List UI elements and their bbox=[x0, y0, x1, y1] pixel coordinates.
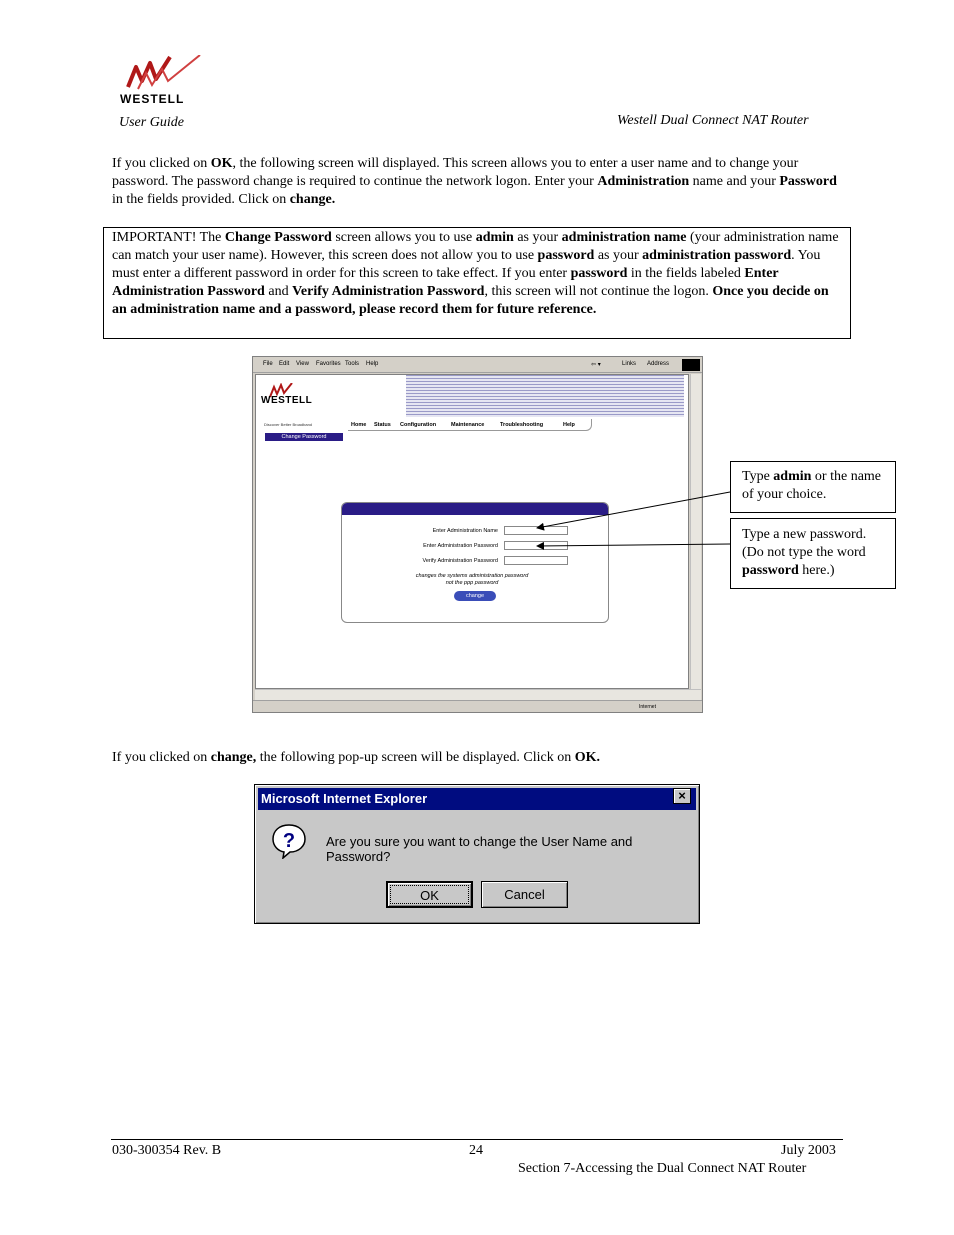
dialog-title: Microsoft Internet Explorer bbox=[258, 788, 696, 810]
admin-name-label: Enter Administration Name bbox=[432, 528, 498, 534]
nav-status[interactable]: Status bbox=[374, 422, 391, 428]
menu-edit[interactable]: Edit bbox=[279, 361, 290, 367]
browser-screenshot bbox=[252, 356, 703, 713]
header-right: Westell Dual Connect NAT Router bbox=[617, 113, 809, 128]
westell-logo-small-text: WESTELL bbox=[261, 395, 313, 406]
header-stripes bbox=[406, 375, 684, 417]
question-icon bbox=[271, 823, 307, 859]
nav-troubleshooting[interactable]: Troubleshooting bbox=[500, 422, 544, 428]
admin-password-label: Enter Administration Password bbox=[423, 543, 498, 549]
nav-home[interactable]: Home bbox=[351, 422, 367, 428]
callout-admin-name: Type admin or the name of your choice. bbox=[730, 461, 896, 513]
menu-tools[interactable]: Tools bbox=[345, 361, 360, 367]
ok-button[interactable]: OK bbox=[386, 881, 473, 908]
menu-file[interactable]: File bbox=[263, 361, 273, 367]
status-zone: Internet bbox=[639, 704, 656, 710]
admin-password-input[interactable] bbox=[504, 541, 568, 550]
web-page bbox=[255, 374, 689, 689]
back-icon[interactable]: ⇦ ▾ bbox=[591, 362, 601, 368]
confirm-dialog bbox=[254, 784, 700, 924]
page-number: 24 bbox=[469, 1143, 483, 1158]
admin-name-input[interactable] bbox=[504, 526, 568, 535]
form-note: changes the systems administration password not the ppp password bbox=[415, 573, 529, 586]
menu-help[interactable]: Help bbox=[366, 361, 379, 367]
address-label: Address bbox=[647, 361, 670, 367]
browser-menubar bbox=[253, 357, 702, 373]
close-icon[interactable]: × bbox=[673, 788, 691, 804]
menu-favorites[interactable]: Favorites bbox=[316, 361, 341, 367]
horizontal-scrollbar[interactable] bbox=[255, 689, 701, 700]
menu-view[interactable]: View bbox=[296, 361, 309, 367]
section-title: Section 7-Accessing the Dual Connect NAT Router bbox=[518, 1161, 807, 1176]
footer-divider bbox=[111, 1139, 843, 1140]
links-button[interactable]: Links bbox=[622, 361, 637, 367]
important-note-box: IMPORTANT! The Change Password screen allows you to use admin as your administration name (your administration name can match your user name). However, this screen does not allow you to use password as your administration password. You must enter a different password in order for this screen to take effect. If you enter password in the fields labeled Enter Administration Password and Verify Administration Password, this screen will not continue the logon. Once you decide on an administration name and a password, please record them for future reference. bbox=[103, 227, 851, 339]
change-button[interactable]: change bbox=[454, 591, 496, 601]
doc-date: July 2003 bbox=[781, 1143, 836, 1158]
westell-logo-text: WESTELL bbox=[120, 92, 185, 106]
router-nav-bar bbox=[348, 419, 592, 431]
svg-text:?: ? bbox=[282, 830, 296, 852]
change-password-form bbox=[341, 502, 609, 623]
popup-paragraph: If you clicked on change, the following pop-up screen will be displayed. Click on OK. bbox=[112, 750, 600, 765]
tagline: Discover Better Broadband bbox=[264, 422, 313, 427]
nav-maintenance[interactable]: Maintenance bbox=[451, 422, 485, 428]
cancel-button[interactable]: Cancel bbox=[481, 881, 568, 908]
verify-password-label: Verify Administration Password bbox=[422, 558, 498, 564]
intro-paragraph: If you clicked on OK, the following screen will displayed. This screen allows you to enter a user name and to change your password. The password change is required to continue the network logon. Enter your Administration name and your Password in the fields provided. Click on change. bbox=[112, 156, 837, 207]
verify-password-input[interactable] bbox=[504, 556, 568, 565]
browser-statusbar bbox=[253, 700, 702, 713]
callout-password: Type a new password. (Do not type the word password here.) bbox=[730, 518, 896, 589]
nav-configuration[interactable]: Configuration bbox=[400, 422, 437, 428]
nav-help[interactable]: Help bbox=[563, 422, 575, 428]
doc-number: 030-300354 Rev. B bbox=[112, 1143, 222, 1158]
form-header-bar bbox=[342, 503, 608, 515]
vertical-scrollbar[interactable] bbox=[690, 374, 701, 689]
change-password-tab[interactable]: Change Password bbox=[265, 433, 343, 441]
dialog-message: Are you sure you want to change the User Name and Password? bbox=[326, 834, 633, 864]
header-left: User Guide bbox=[119, 115, 184, 130]
windows-logo-icon bbox=[682, 359, 700, 371]
